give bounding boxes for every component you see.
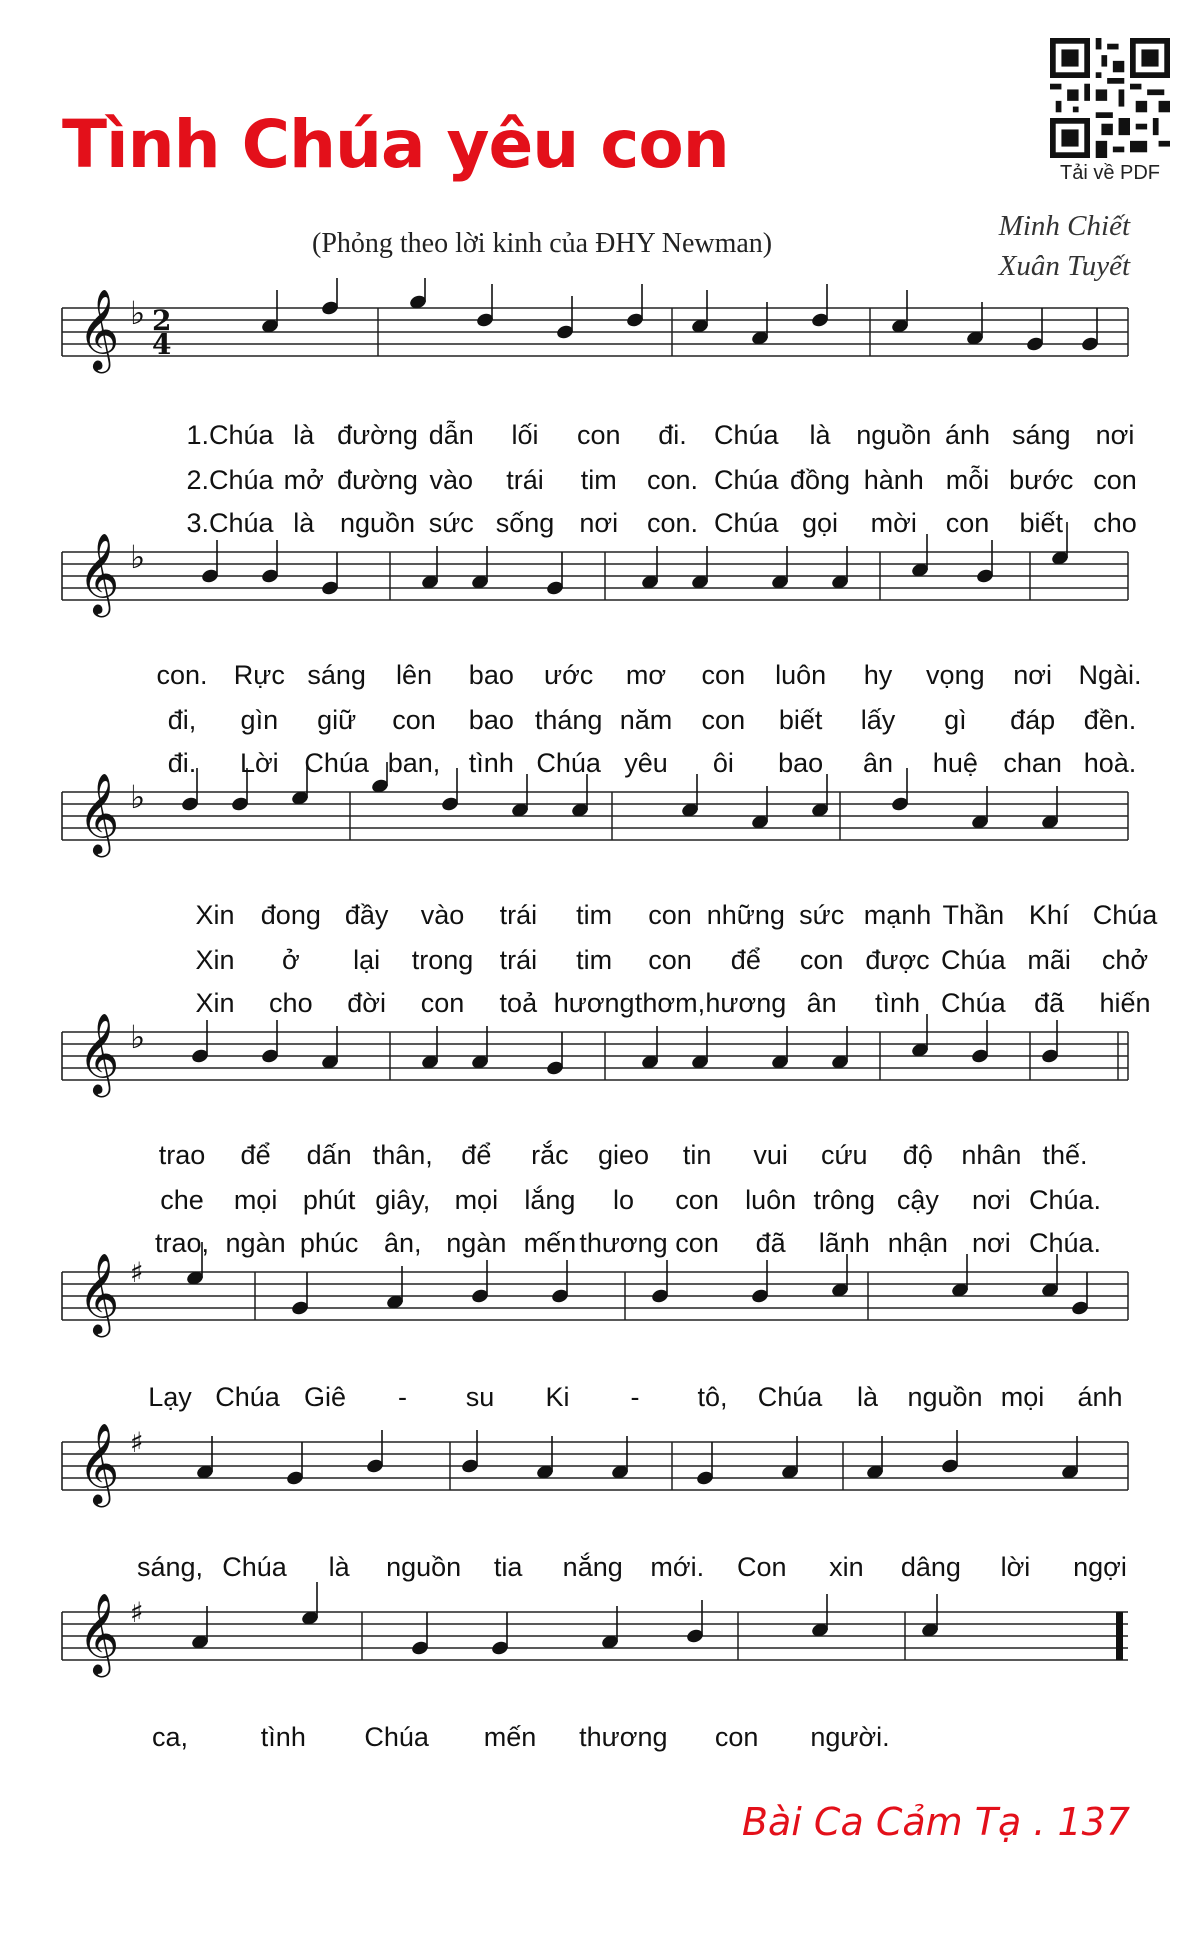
lyric-syllable: độ [902,1140,933,1170]
lyric-syllable: trái [499,945,538,975]
lyric-syllable: mở [283,465,324,495]
note [695,1442,714,1486]
lyric-syllable: Chúa. [1028,1185,1102,1215]
lyric-syllable: tình [874,988,921,1018]
note [185,1242,204,1286]
lyric-syllable: con [799,945,844,975]
lyric-syllable: đường [337,420,418,450]
lyric-syllable: Chúa [364,1722,429,1752]
note [1080,308,1099,352]
note [975,540,994,584]
lyric-syllable: nhận [887,1228,948,1258]
lyric-syllable: mãi [1027,945,1071,975]
lyric-syllable: su [465,1382,495,1412]
lyric-syllable: ân, [383,1228,422,1258]
lyric-syllable: con [648,945,692,975]
lyric-syllable: mọi [233,1185,278,1215]
lyric-line-verse-1 [0,1722,1200,1754]
lyric-syllable: sáng [1011,420,1071,450]
lyric-syllable: Khí [1028,900,1070,930]
lyric-syllable: nơi [972,1185,1011,1215]
note [1040,1020,1059,1064]
lyric-syllable: 3.Chúa [186,508,274,538]
note [410,1612,429,1656]
staff-system [0,1002,1200,1112]
note [810,774,829,818]
lyric-syllable: gọi [801,508,839,538]
lyric-syllable: lời [1000,1552,1031,1582]
lyric-syllable: ban, [387,748,441,778]
note [950,1254,969,1298]
time-signature-bottom: 4 [152,328,172,361]
key-signature-sharp-icon: ♯ [130,1256,144,1289]
lyric-syllable: nắng [562,1552,623,1582]
lyric-syllable: nơi [1013,660,1053,690]
staff-system [0,762,1200,872]
lyric-syllable: là [328,1552,350,1582]
lyric-syllable: Chúa [215,1382,280,1412]
lyric-syllable: ngàn [225,1228,286,1258]
lyric-syllable: ngàn [446,1228,507,1258]
lyric-syllable: bao [468,660,514,690]
note [285,1442,304,1486]
note [890,290,909,334]
lyric-syllable: mỗi [945,465,990,495]
lyric-syllable: đáp [1010,705,1056,735]
lyric-syllable: lo [612,1185,635,1215]
treble-clef-icon: 𝄞 [78,1592,120,1674]
lyric-syllable: ngợi [1073,1552,1127,1582]
time-signature-top: 2 [152,304,172,337]
lyric-syllable: ân [806,988,837,1018]
note [920,1594,939,1638]
lyric-syllable: con [576,420,621,450]
note [260,540,279,584]
composer-1: Minh Chiết [998,210,1130,242]
lyric-syllable: lối [511,420,539,450]
lyric-syllable: Chúa [941,988,1006,1018]
lyric-syllable: trao [158,1140,206,1170]
note [320,552,339,596]
lyric-syllable: Xin [195,945,235,975]
lyric-syllable: 1.Chúa [186,420,274,450]
lyric-syllable: hoà. [1083,748,1137,778]
note [1040,1254,1059,1298]
lyric-syllable: con [701,660,746,690]
song-title: Tình Chúa yêu con [62,106,729,183]
lyric-syllable: - [398,1382,407,1412]
note [370,762,389,794]
lyric-syllable: để [240,1140,271,1170]
note [460,1430,479,1474]
lyric-syllable: che [160,1185,204,1215]
lyric-syllable: Chúa [304,748,369,778]
lyric-syllable: tim [576,900,613,930]
lyric-syllable: Chúa [713,508,779,538]
lyric-syllable: lại [353,945,381,975]
lyric-syllable: vào [420,900,465,930]
lyric-syllable: yêu [624,748,668,778]
lyric-syllable: Chúa [713,465,779,495]
note [680,774,699,818]
lyric-syllable: Thần [942,900,1005,930]
lyric-syllable: cậy [896,1185,939,1215]
lyric-syllable: con [675,1185,719,1215]
lyric-syllable: những [706,900,785,930]
lyric-syllable: ánh [1077,1382,1123,1412]
lyric-syllable: Rực [233,660,285,690]
lyric-syllable: con [648,900,692,930]
lyric-syllable: vào [429,465,474,495]
lyric-syllable: đi. [167,748,197,778]
page-footer: Bài Ca Cảm Tạ . 137 [741,1800,1130,1844]
lyric-syllable: hành [863,465,924,495]
lyric-syllable: năm [619,705,673,735]
lyric-line-verse-1 [0,1382,1200,1414]
lyric-syllable: bước [1009,465,1074,495]
lyric-syllable: con [392,705,436,735]
lyric-syllable: biết [1019,508,1064,538]
note [555,296,574,340]
note [545,1032,564,1076]
lyric-syllable: 2.Chúa [186,465,274,495]
lyric-syllable: ca, [151,1722,189,1752]
lyric-syllable: thân, [372,1140,433,1170]
lyric-syllable: đã [1034,988,1065,1018]
lyric-syllable: ân [862,748,894,778]
lyric-syllable: Chúa [941,945,1006,975]
staff-system [0,278,1200,388]
lyric-syllable: nơi [972,1228,1011,1258]
note [440,768,459,812]
qr-code-icon [1050,38,1170,158]
lyric-syllable: Con [737,1552,787,1582]
lyric-syllable: thế. [1042,1140,1088,1170]
lyric-syllable: cho [1093,508,1137,538]
note [230,768,249,812]
lyric-syllable: giữ [317,705,357,735]
lyric-syllable: gìn [240,705,279,735]
lyric-syllable: nơi [1095,420,1135,450]
lyric-syllable: tim [576,945,613,975]
lyric-line-verse-2 [0,705,1200,737]
lyric-syllable: chan [1003,748,1062,778]
note [545,552,564,596]
lyric-syllable: Giê [303,1382,347,1412]
note [690,290,709,334]
note [810,284,829,328]
lyric-syllable: luôn [745,1185,797,1215]
lyric-syllable: thương [579,1722,668,1752]
lyric-syllable: là [809,420,831,450]
lyric-syllable: đền. [1083,705,1137,735]
treble-clef-icon: 𝄞 [78,1252,120,1334]
key-signature-sharp-icon: ♯ [130,1596,144,1629]
note [750,1260,769,1304]
lyric-syllable: Chúa [1092,900,1158,930]
lyric-syllable: con [701,705,746,735]
lyric-syllable: đi, [167,705,197,735]
lyric-syllable: lấy [860,705,896,735]
lyric-syllable: Chúa [222,1552,287,1582]
lyric-syllable: ở [281,945,300,975]
note [1070,1272,1089,1316]
lyric-syllable: trái [499,900,538,930]
lyric-syllable: bao [778,748,824,778]
note [650,1260,669,1304]
key-signature-flat-icon: ♭ [130,1018,146,1056]
lyric-syllable: lãnh [818,1228,870,1258]
lyric-syllable: cho [269,988,313,1018]
lyric-syllable: tháng [534,705,603,735]
note [190,1020,209,1064]
lyric-syllable: - [630,1382,640,1412]
note [910,1014,929,1058]
lyric-syllable: bao [468,705,514,735]
final-barline [1116,1612,1123,1660]
lyric-syllable: luôn [775,660,827,690]
lyric-syllable: xin [829,1552,864,1582]
lyric-syllable: lắng [524,1185,576,1215]
key-signature-sharp-icon: ♯ [130,1426,144,1459]
lyric-syllable: giây, [375,1185,431,1215]
lyric-syllable: cứu [820,1140,868,1170]
treble-clef-icon: 𝄞 [78,532,120,614]
note [625,284,644,328]
note [940,1430,959,1474]
qr-caption: Tải về PDF [1059,162,1161,184]
lyric-syllable: tim [580,465,617,495]
lyric-syllable: con [420,988,465,1018]
note [260,1020,279,1064]
staff-system [0,1242,1200,1352]
lyric-syllable: con. [646,508,699,538]
note [290,1272,309,1316]
lyric-syllable: được [865,945,930,975]
lyric-syllable: người. [810,1722,890,1752]
note [290,762,309,806]
lyric-line-verse-1 [0,660,1200,692]
lyric-syllable: ánh [944,420,991,450]
staff-system [0,522,1200,632]
lyric-line-verse-2 [0,465,1200,497]
lyric-syllable: hương [553,988,635,1018]
lyric-syllable: ôi [712,748,734,778]
lyric-syllable: nguồn [339,508,416,538]
lyric-syllable: sáng [307,660,366,690]
lyric-syllable: đi. [658,420,687,450]
lyric-syllable: trao, [154,1228,210,1258]
lyric-syllable: mới. [650,1552,705,1582]
note [300,1582,319,1626]
lyric-syllable: gì [944,705,967,735]
lyric-syllable: sống [495,508,555,538]
lyric-syllable: Ngài. [1078,660,1142,690]
lyric-syllable: Xin [195,900,235,930]
lyric-syllable: mọi [454,1185,499,1215]
note [685,1600,704,1644]
lyric-syllable: toả [499,988,538,1018]
treble-clef-icon: 𝄞 [78,772,120,854]
note [475,284,494,328]
lyric-syllable: mạnh [863,900,932,930]
lyric-syllable: chở [1101,945,1149,975]
lyric-syllable: dâng [900,1552,961,1582]
lyric-syllable: là [856,1382,879,1412]
key-signature-flat-icon: ♭ [130,538,146,576]
lyric-syllable: nơi [579,508,619,538]
note [890,768,909,812]
lyric-syllable: nguồn [856,420,932,450]
lyric-syllable: con. [646,465,699,495]
lyric-syllable: nguồn [907,1382,983,1412]
note [260,290,279,334]
lyric-syllable: trái [506,465,544,495]
lyric-line-verse-2 [0,945,1200,977]
lyric-syllable: ước [544,660,594,690]
lyric-syllable: Chúa. [1028,1228,1102,1258]
note [200,540,219,584]
lyric-syllable: sáng, [136,1552,204,1582]
lyric-syllable: mọi [1000,1382,1045,1412]
lyric-syllable: trong [411,945,474,975]
lyric-syllable: trông [813,1185,876,1215]
staff-system [0,1582,1200,1692]
lyric-syllable: tô, [697,1382,728,1412]
lyric-syllable: tin [682,1140,712,1170]
treble-clef-icon: 𝄞 [78,288,120,370]
note [570,774,589,818]
lyric-syllable: con [1093,465,1137,495]
lyric-syllable: đồng [789,465,851,495]
note [365,1430,384,1474]
lyric-syllable: gieo [597,1140,650,1170]
lyric-syllable: tình [260,1722,306,1752]
lyric-syllable: con. [156,660,208,690]
lyric-line-verse-1 [0,420,1200,452]
lyric-syllable: để [461,1140,492,1170]
qr-code[interactable] [1050,38,1170,158]
lyric-syllable: sức [799,900,845,930]
lyric-syllable: nhân [961,1140,1022,1170]
lyric-syllable: dẫn [428,420,474,450]
staff-system [0,1412,1200,1522]
lyric-syllable: để [730,945,761,975]
lyric-syllable: sức [428,508,474,538]
note [550,1260,569,1304]
treble-clef-icon: 𝄞 [78,1012,120,1094]
lyric-syllable: phút [302,1185,356,1215]
lyric-line-verse-1 [0,1140,1200,1172]
lyric-syllable: thơm, [634,988,706,1018]
lyric-syllable: hy [863,660,893,690]
lyric-syllable: đầy [344,900,389,930]
lyric-syllable: là [293,420,315,450]
lyric-syllable: mơ [625,660,667,690]
lyric-syllable: mến [483,1722,537,1752]
lyric-syllable: đời [347,988,387,1018]
lyric-syllable: đong [260,900,321,930]
composer-2: Xuân Tuyết [998,250,1130,282]
note [180,768,199,812]
lyric-syllable: tình [468,748,514,778]
note [510,774,529,818]
lyric-syllable: nguồn [386,1552,462,1582]
note [490,1612,509,1656]
note [830,1254,849,1298]
key-signature-flat-icon: ♭ [130,778,146,816]
lyric-line-verse-2 [0,1185,1200,1217]
note [970,1020,989,1064]
lyric-syllable: Ki [545,1382,570,1412]
lyric-syllable: biết [778,705,823,735]
note [1050,522,1069,566]
lyric-syllable: hương [705,988,787,1018]
lyric-line-verse-1 [0,1552,1200,1584]
note [1025,308,1044,352]
treble-clef-icon: 𝄞 [78,1422,120,1504]
note [408,278,427,310]
lyric-syllable: rắc [531,1140,569,1170]
key-signature-flat-icon: ♭ [130,294,146,332]
note [910,534,929,578]
lyric-syllable: con [945,508,990,538]
note [470,1260,489,1304]
lyric-syllable: đường [337,465,418,495]
lyric-syllable: dấn [306,1140,352,1170]
lyric-syllable: Lời [239,748,279,778]
lyric-syllable: con [675,1228,719,1258]
lyric-syllable: thương [579,1228,668,1258]
lyric-syllable: mời [870,508,917,538]
lyric-syllable: vui [753,1140,788,1170]
lyric-syllable: con [714,1722,759,1752]
lyric-syllable: đã [755,1228,786,1258]
subtitle: (Phỏng theo lời kinh của ĐHY Newman) [312,228,773,259]
lyric-syllable: là [293,508,315,538]
note [320,278,339,316]
lyric-syllable: lên [395,660,433,690]
lyric-syllable: Chúa [536,748,601,778]
lyric-syllable: vọng [926,660,985,690]
lyric-syllable: tia [493,1552,523,1582]
lyric-syllable: phúc [299,1228,359,1258]
lyric-syllable: Xin [195,988,235,1018]
lyric-syllable: huệ [932,748,978,778]
lyric-syllable: Chúa [757,1382,823,1412]
lyric-syllable: hiến [1099,988,1151,1018]
lyric-syllable: mến [523,1228,577,1258]
lyric-line-verse-1 [0,900,1200,932]
lyric-syllable: Chúa [713,420,779,450]
note [810,1594,829,1638]
lyric-syllable: Lạy [148,1382,192,1412]
